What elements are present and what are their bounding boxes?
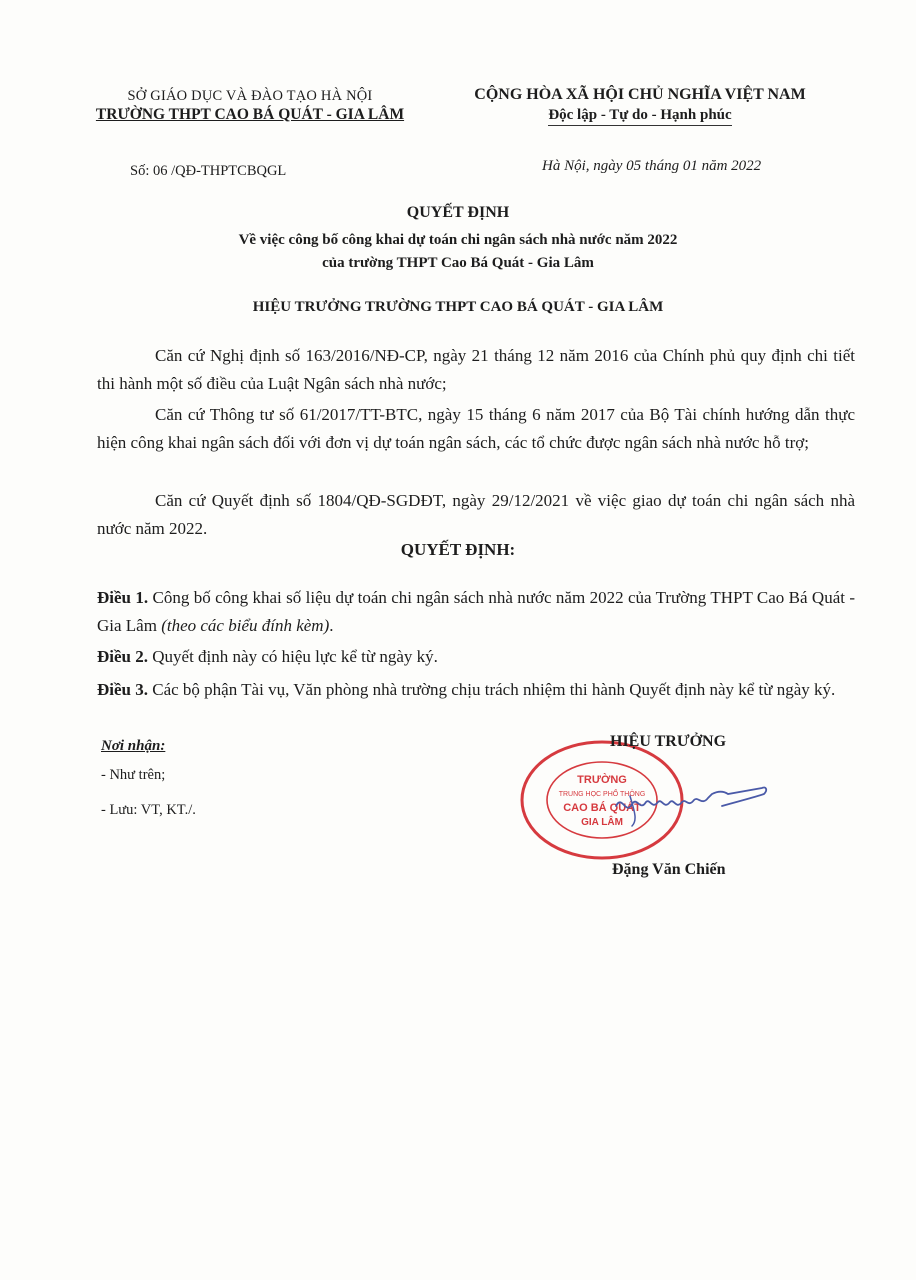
issuing-organization (40, 88, 460, 124)
article-2-label: Điều 2. (97, 647, 148, 666)
document-subtitle-line1: Về việc công bố công khai dự toán chi ngân sách nhà nước năm 2022 (238, 232, 678, 248)
article-1-note: (theo các biểu đính kèm) (161, 616, 330, 635)
article-1-text: Công bố công khai số liệu dự toán chi ngân sách nhà nước năm 2022 của Trường THPT Cao Bá Quát - Gia Lâm (97, 588, 855, 635)
seal-text-line3: CAO BÁ QUÁT (563, 802, 641, 814)
legal-basis-2: Căn cứ Thông tư số 61/2017/TT-BTC, ngày 15 tháng 6 năm 2017 của Bộ Tài chính hướng dẫn thực hiện công khai ngân sách đối với đơn vị dự toán ngân sách, các tổ chức được ngân sách nhà nước hỗ trợ; (97, 405, 855, 452)
national-motto (425, 86, 855, 126)
legal-basis-3: Căn cứ Quyết định số 1804/QĐ-SGDĐT, ngày 29/12/2021 về việc giao dự toán chi ngân sách nhà nước năm 2022. (97, 491, 855, 538)
signer-title: HIỆU TRƯỞNG (610, 733, 727, 750)
school-name: TRƯỜNG THPT CAO BÁ QUÁT - GIA LÂM (95, 106, 405, 123)
country-name: CỘNG HÒA XÃ HỘI CHỦ NGHĨA VIỆT NAM (474, 86, 806, 103)
parent-department: SỞ GIÁO DỤC VÀ ĐÀO TẠO HÀ NỘI (127, 88, 373, 104)
recipient-item: - Như trên; (101, 767, 166, 783)
motto: Độc lập - Tự do - Hạnh phúc (548, 107, 731, 126)
recipient-item: - Lưu: VT, KT./. (101, 802, 196, 818)
decision-heading: QUYẾT ĐỊNH: (400, 540, 516, 559)
handwritten-signature-icon (612, 776, 772, 836)
article-3-label: Điều 3. (97, 680, 148, 699)
document-title: QUYẾT ĐỊNH (406, 204, 510, 221)
article-1: Điều 1. Công bố công khai số liệu dự toán chi ngân sách nhà nước năm 2022 của Trường THPT Cao Bá Quát - Gia Lâm (theo các biểu đính kèm). (97, 588, 855, 635)
seal-text-line1: TRƯỜNG (577, 774, 627, 786)
article-3 (97, 676, 855, 704)
article-1-label: Điều 1. (97, 588, 149, 607)
seal-text-line2: TRUNG HỌC PHỔ THÔNG (558, 791, 646, 798)
article-3-text: Các bộ phận Tài vụ, Văn phòng nhà trường chịu trách nhiệm thi hành Quyết định này kể từ ngày ký. (148, 680, 836, 699)
recipients-label: Nơi nhận: (101, 738, 166, 754)
document-subtitle-line2: của trường THPT Cao Bá Quát - Gia Lâm (322, 255, 594, 271)
article-2 (97, 643, 855, 671)
seal-text-line4: GIA LÂM (581, 817, 623, 828)
place-and-date: Hà Nội, ngày 05 tháng 01 năm 2022 (542, 158, 762, 174)
document-number: Số: 06 /QĐ-THPTCBQGL (130, 163, 287, 179)
signer-name: Đặng Văn Chiến (612, 861, 726, 878)
legal-basis-1: Căn cứ Nghị định số 163/2016/NĐ-CP, ngày 21 tháng 12 năm 2016 của Chính phủ quy định chi tiết thi hành một số điều của Luật Ngân sách nhà nước; (97, 346, 855, 393)
article-2-text: Quyết định này có hiệu lực kể từ ngày ký. (148, 647, 438, 666)
issuing-authority: HIỆU TRƯỞNG TRƯỜNG THPT CAO BÁ QUÁT - GIA LÂM (252, 299, 664, 315)
